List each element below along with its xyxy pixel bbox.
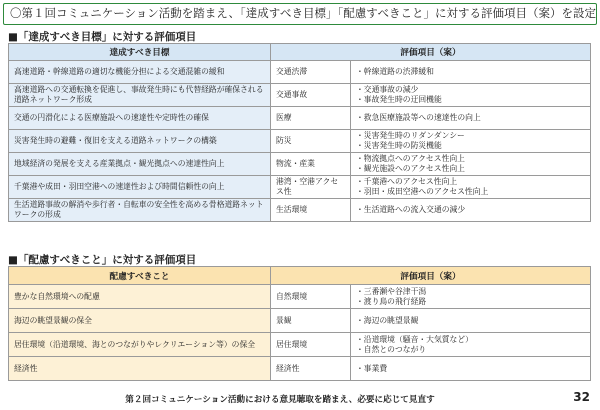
goals-category-cell: 防災 [271,130,351,153]
goals-item-line: ・羽田・成田空港へのアクセス性向上 [356,187,489,196]
considerations-category-cell: 景観 [271,309,351,333]
goals-table-header-row [9,44,591,61]
considerations-section-heading: ■「配慮すべきこと」に対する評価項目 [8,254,197,266]
goals-category-cell: 医療 [271,107,351,130]
goals-item-line: ・事故発生時の迂回機能 [356,95,442,104]
goals-items-cell [351,107,591,130]
considerations-row [9,333,591,357]
goals-item-line: ・千葉港へのアクセス性向上 [356,177,458,186]
goals-header-eval: 評価項目（案） [271,44,591,61]
considerations-items-cell [351,333,591,357]
considerations-item-line: ・渡り鳥の飛行経路 [356,296,427,306]
considerations-header-consideration: 配慮すべきこと [9,267,271,285]
considerations-items-cell [351,357,591,381]
considerations-item-line: ・事業費 [356,363,388,373]
goals-item-line: ・交通事故の減少 [356,85,419,94]
considerations-consideration-cell: 豊かな自然環境への配慮 [9,285,271,309]
goals-row [9,130,591,153]
considerations-consideration-cell: 経済性 [9,357,271,381]
goals-goal-cell: 生活道路事故の解消や歩行者・自転車の安全性を高める骨格道路ネットワークの形成 [9,199,271,222]
page-number: 32 [573,390,590,404]
goals-goal-cell: 交通の円滑化による医療施設への速達性や定時性の確保 [9,107,271,130]
considerations-header-eval: 評価項目（案） [271,267,591,285]
considerations-item-line: ・三番瀬や谷津干潟 [356,286,427,296]
goals-items-cell [351,153,591,176]
goals-row [9,199,591,222]
goals-goal-cell: 千葉港や成田・羽田空港への速達性および時間信頼性の向上 [9,176,271,199]
considerations-item-line: ・沿道環境（騒音・大気質など） [356,334,473,344]
goals-evaluation-table [8,43,591,222]
goals-items-cell [351,61,591,84]
goals-category-cell: 物流・産業 [271,153,351,176]
considerations-row [9,309,591,333]
goals-row [9,176,591,199]
considerations-table-header-row [9,267,591,285]
goals-goal-cell: 高速道路への交通転換を促進し、事故発生時にも代替経路が確保される道路ネットワーク形成 [9,84,271,107]
goals-item-line: ・救急医療施設等への速達性の向上 [356,113,481,122]
goals-items-cell [351,84,591,107]
goals-row [9,107,591,130]
considerations-evaluation-table [8,266,591,381]
considerations-row [9,285,591,309]
goals-items-cell [351,199,591,222]
goals-items-cell [351,130,591,153]
goals-category-cell: 港湾・空港アクセス性 [271,176,351,199]
goals-row [9,153,591,176]
goals-category-cell: 生活環境 [271,199,351,222]
goals-item-line: ・災害発生時のリダンダンシー [356,131,465,140]
considerations-category-cell: 自然環境 [271,285,351,309]
goals-row [9,84,591,107]
goals-header-goal: 達成すべき目標 [9,44,271,61]
considerations-consideration-cell: 居住環境（沿道環境、海とのつながりやレクリエーション等）の保全 [9,333,271,357]
goals-item-line: ・災害発生時の防災機能 [356,141,442,150]
slide-title: 〇第１回コミュニケーション活動を踏まえ、「達成すべき目標」「配慮すべきこと」に対する評価項目（案）を設定 [3,3,597,25]
goals-item-line: ・幹線道路の渋滞緩和 [356,67,434,76]
considerations-row [9,357,591,381]
considerations-items-cell [351,285,591,309]
considerations-items-cell [351,309,591,333]
goals-goal-cell: 地域経済の発展を支える産業拠点・観光拠点への速達性向上 [9,153,271,176]
considerations-category-cell: 経済性 [271,357,351,381]
goals-item-line: ・生活道路への流入交通の減少 [356,205,466,214]
goals-goal-cell: 高速道路・幹線道路の適切な機能分担による交通混雑の緩和 [9,61,271,84]
goals-item-line: ・観光施設へのアクセス性向上 [356,164,465,173]
goals-category-cell: 交通渋滞 [271,61,351,84]
goals-goal-cell: 災害発生時の避難・復旧を支える道路ネットワークの構築 [9,130,271,153]
considerations-item-line: ・海辺の眺望景観 [356,315,419,325]
goals-row [9,61,591,84]
goals-items-cell [351,176,591,199]
goals-section-heading: ■「達成すべき目標」に対する評価項目 [8,31,197,43]
considerations-consideration-cell: 海辺の眺望景観の保全 [9,309,271,333]
goals-category-cell: 交通事故 [271,84,351,107]
considerations-category-cell: 居住環境 [271,333,351,357]
goals-item-line: ・物流拠点へのアクセス性向上 [356,154,465,163]
considerations-item-line: ・自然とのつながり [356,344,427,354]
footer-note: 第２回コミュニケーション活動における意見聴取を踏まえ、必要に応じて見直す [125,395,435,405]
